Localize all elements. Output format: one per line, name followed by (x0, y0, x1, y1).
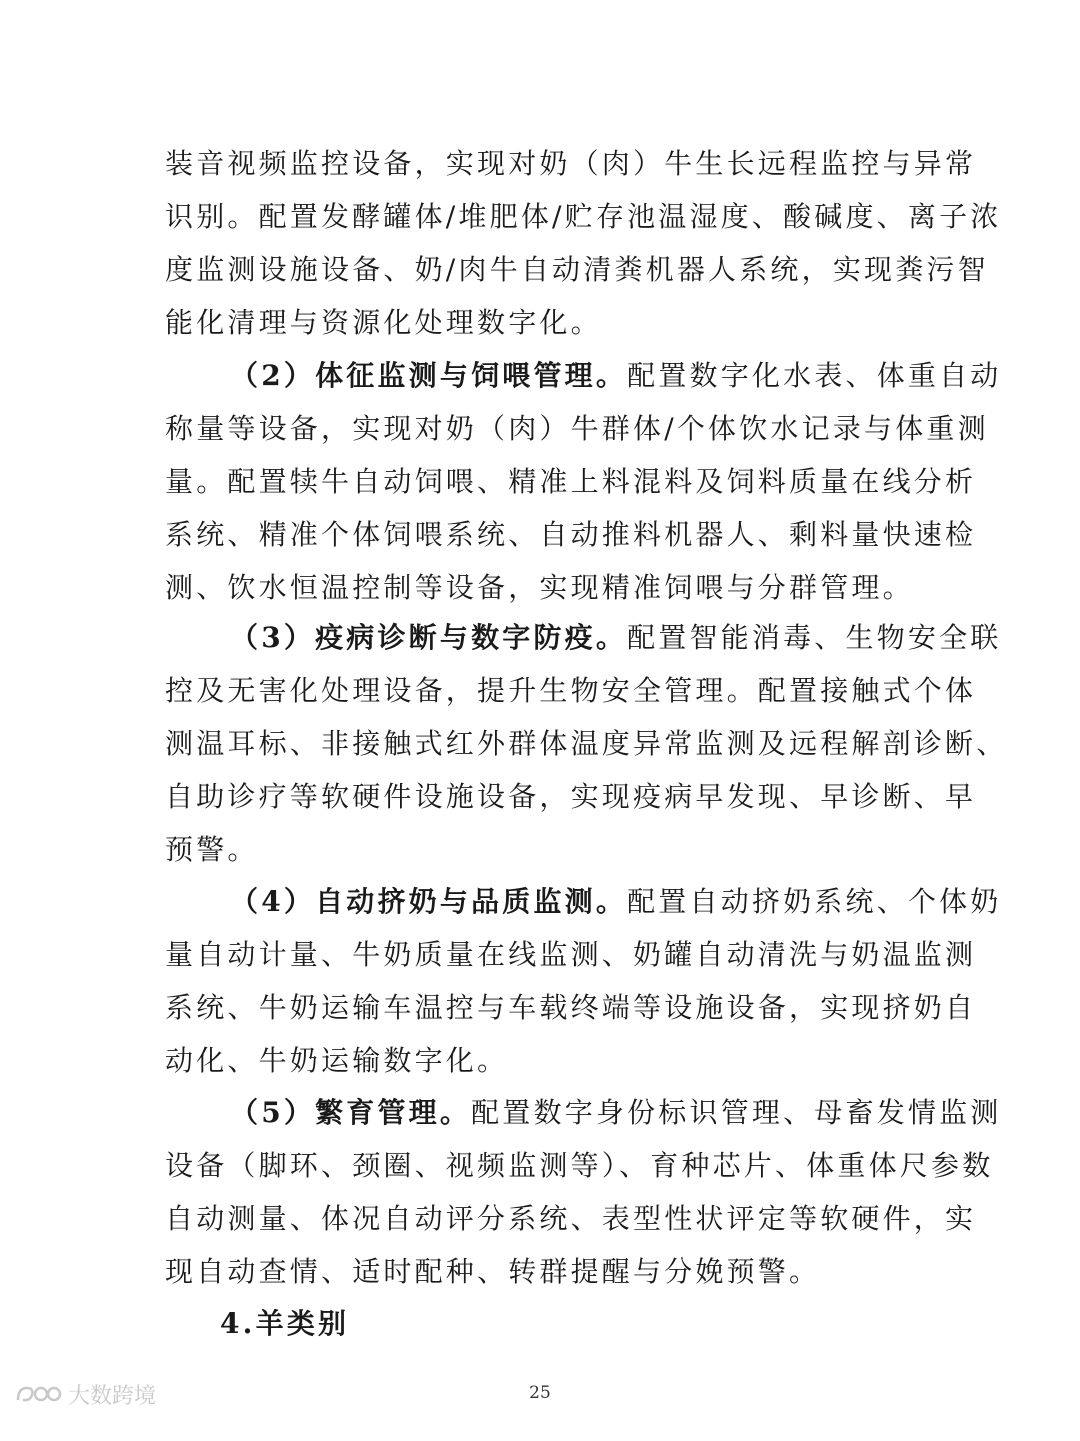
body-line: 量。配置犊牛自动饲喂、精准上料混料及饲料质量在线分析 (165, 465, 977, 498)
body-line: 现自动查情、适时配种、转群提醒与分娩预警。 (165, 1255, 821, 1288)
page-number: 25 (529, 1383, 551, 1403)
body-text: 配置数字身份标识管理、母畜发情监测 (471, 1096, 1002, 1129)
watermark-text: 大数跨境 (68, 1383, 157, 1409)
body-text: 配置自动挤奶系统、个体奶 (627, 885, 1002, 918)
body-line: 能化清理与资源化处理数字化。 (165, 306, 602, 339)
body-line: 装音视频监控设备，实现对奶（肉）牛生长远程监控与异常 (165, 147, 977, 180)
body-line: 系统、牛奶运输车温控与车载终端等设施设备，实现挤奶自 (165, 991, 977, 1024)
section-4-heading: （4）自动挤奶与品质监测。 (230, 885, 628, 918)
body-line: 量自动计量、牛奶质量在线监测、奶罐自动清洗与奶温监测 (165, 938, 977, 971)
section-2-first-line (230, 359, 1002, 393)
body-line: 识别。配置发酵罐体/堆肥体/贮存池温湿度、酸碱度、离子浓 (165, 200, 1002, 233)
body-line: 测、饮水恒温控制等设备，实现精准饲喂与分群管理。 (165, 571, 914, 604)
body-line: 自动测量、体况自动评分系统、表型性状评定等软硬件，实 (165, 1202, 977, 1235)
body-text: 配置智能消毒、生物安全联 (627, 621, 1002, 654)
body-line: 测温耳标、非接触式红外群体温度异常监测及远程解剖诊断、 (165, 727, 1008, 760)
body-text: 配置数字化水表、体重自动 (627, 359, 1002, 392)
brand-logo-icon (14, 1382, 62, 1406)
section-3-first-line (230, 621, 1002, 655)
body-line: 设备（脚环、颈圈、视频监测等）、育种芯片、体重体尺参数 (165, 1149, 994, 1182)
body-line: 动化、牛奶运输数字化。 (165, 1044, 509, 1077)
section-5-heading: （5）繁育管理。 (230, 1096, 472, 1129)
body-line: 度监测设施设备、奶/肉牛自动清粪机器人系统，实现粪污智 (165, 253, 989, 286)
category-heading: 4.羊类别 (220, 1307, 350, 1340)
section-3-heading: （3）疫病诊断与数字防疫。 (230, 621, 628, 654)
section-2-heading: （2）体征监测与饲喂管理。 (230, 359, 628, 392)
body-line: 预警。 (165, 833, 259, 866)
body-line: 自助诊疗等软硬件设施设备，实现疫病早发现、早诊断、早 (165, 780, 977, 813)
section-4-first-line (230, 885, 1002, 919)
section-5-first-line (230, 1096, 1002, 1130)
body-line: 控及无害化处理设备，提升生物安全管理。配置接触式个体 (165, 674, 977, 707)
body-line: 系统、精准个体饲喂系统、自动推料机器人、剩料量快速检 (165, 518, 977, 551)
watermark (14, 1377, 156, 1411)
body-line: 称量等设备，实现对奶（肉）牛群体/个体饮水记录与体重测 (165, 412, 989, 445)
